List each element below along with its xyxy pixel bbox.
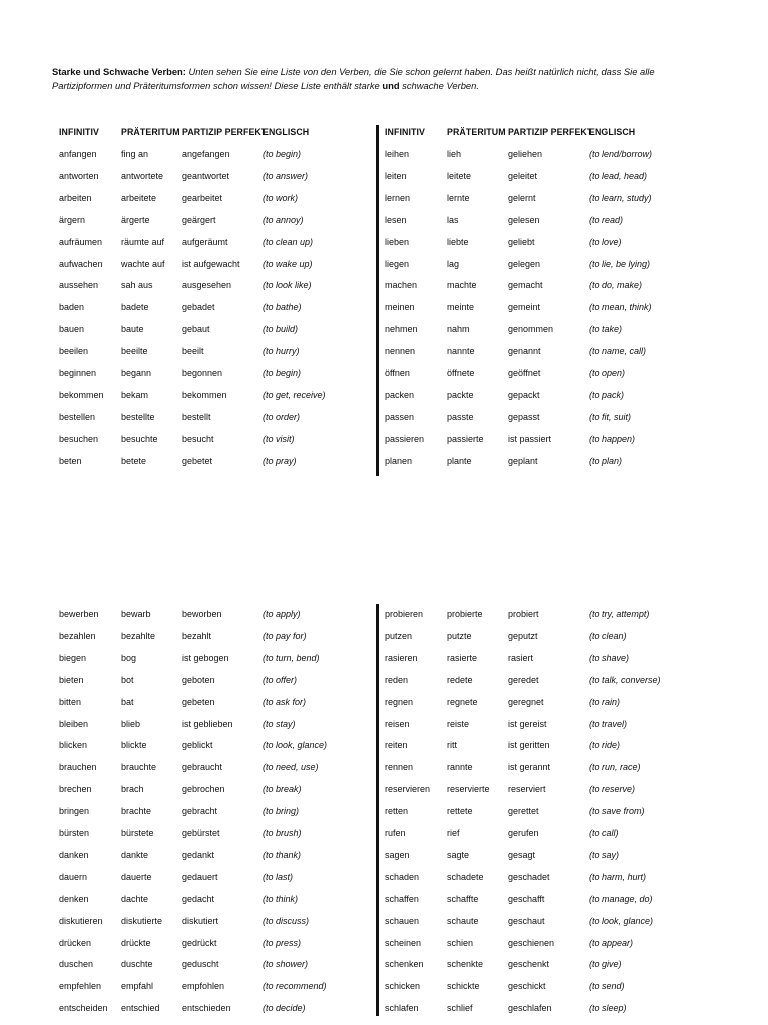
- cell-praeteritum: besuchte: [121, 433, 158, 444]
- cell-praeteritum: räumte auf: [121, 236, 165, 247]
- cell-partizip-perfekt: ist gereist: [508, 718, 547, 729]
- cell-praeteritum: regnete: [447, 696, 478, 707]
- cell-englisch: (to look like): [263, 280, 312, 291]
- cell-englisch: (to recommend): [263, 981, 327, 992]
- cell-partizip-perfekt: geblickt: [182, 740, 213, 751]
- cell-englisch: (to build): [263, 324, 299, 335]
- cell-englisch: (to open): [589, 368, 626, 378]
- cell-infinitiv: blicken: [59, 740, 88, 751]
- cell-partizip-perfekt: gebaut: [182, 324, 210, 335]
- cell-englisch: (to pray): [263, 455, 297, 466]
- cell-praeteritum: bewarb: [121, 609, 151, 619]
- cell-englisch: (to look, glance): [263, 740, 328, 751]
- cell-partizip-perfekt: bestellt: [182, 411, 211, 422]
- cell-englisch: (to clean): [589, 630, 627, 641]
- cell-englisch: (to save from): [589, 806, 645, 817]
- cell-partizip-perfekt: gerufen: [508, 828, 539, 838]
- cell-englisch: (to lie, be lying): [589, 258, 651, 269]
- cell-englisch: (to discuss): [263, 915, 310, 926]
- cell-praeteritum: schien: [447, 937, 474, 948]
- cell-partizip-perfekt: rasiert: [508, 652, 534, 663]
- cell-infinitiv: machen: [385, 280, 418, 291]
- cell-infinitiv: diskutieren: [59, 915, 103, 926]
- cell-partizip-perfekt: ist gerannt: [508, 762, 551, 773]
- cell-englisch: (to shower): [263, 959, 309, 970]
- cell-praeteritum: probierte: [447, 609, 483, 619]
- cell-praeteritum: arbeitete: [121, 192, 157, 203]
- cell-praeteritum: passte: [447, 411, 474, 422]
- cell-praeteritum: putzte: [447, 630, 472, 641]
- cell-praeteritum: bezahlte: [121, 630, 156, 641]
- cell-englisch: (to bring): [263, 806, 300, 817]
- header-infinitiv: INFINITIV: [59, 127, 99, 137]
- cell-englisch: (to harm, hurt): [589, 871, 647, 882]
- cell-praeteritum: sah aus: [121, 280, 153, 291]
- cell-praeteritum: brachte: [121, 806, 152, 817]
- cell-partizip-perfekt: geliehen: [508, 149, 543, 159]
- cell-partizip-perfekt: geredet: [508, 674, 539, 685]
- cell-englisch: (to begin): [263, 149, 302, 159]
- cell-englisch: (to send): [589, 981, 625, 992]
- header-englisch: ENGLISCH: [263, 127, 310, 137]
- cell-praeteritum: ärgerte: [121, 214, 150, 225]
- cell-infinitiv: danken: [59, 849, 89, 860]
- cell-partizip-perfekt: geärgert: [182, 214, 216, 225]
- cell-partizip-perfekt: gepackt: [508, 389, 540, 400]
- cell-infinitiv: liegen: [385, 258, 410, 269]
- cell-praeteritum: dachte: [121, 893, 149, 904]
- cell-englisch: (to look, glance): [589, 915, 654, 926]
- cell-englisch: (to offer): [263, 674, 298, 685]
- cell-partizip-perfekt: diskutiert: [182, 915, 219, 926]
- cell-infinitiv: bringen: [59, 806, 90, 817]
- cell-partizip-perfekt: besucht: [182, 433, 214, 444]
- cell-partizip-perfekt: gebetet: [182, 455, 213, 466]
- column-divider-top: [376, 125, 379, 476]
- cell-partizip-perfekt: gedauert: [182, 871, 218, 882]
- cell-partizip-perfekt: gedankt: [182, 849, 215, 860]
- cell-infinitiv: reiten: [385, 740, 408, 751]
- cell-infinitiv: beginnen: [59, 368, 97, 378]
- cell-infinitiv: schicken: [385, 981, 421, 992]
- cell-praeteritum: passierte: [447, 433, 484, 444]
- cell-praeteritum: liebte: [447, 236, 469, 247]
- cell-partizip-perfekt: geschienen: [508, 937, 555, 948]
- cell-praeteritum: schlief: [447, 1003, 473, 1014]
- cell-praeteritum: lernte: [447, 192, 470, 203]
- cell-englisch: (to learn, study): [589, 192, 652, 203]
- cell-infinitiv: reden: [385, 674, 409, 685]
- cell-praeteritum: bog: [121, 652, 137, 663]
- cell-englisch: (to give): [589, 959, 622, 970]
- cell-infinitiv: scheinen: [385, 937, 422, 948]
- cell-praeteritum: nannte: [447, 346, 475, 357]
- cell-praeteritum: plante: [447, 455, 472, 466]
- cell-englisch: (to get, receive): [263, 389, 326, 400]
- cell-partizip-perfekt: geputzt: [508, 630, 538, 641]
- cell-partizip-perfekt: gearbeitet: [182, 192, 223, 203]
- cell-praeteritum: schaute: [447, 915, 479, 926]
- cell-englisch: (to name, call): [589, 346, 647, 357]
- cell-praeteritum: blieb: [121, 718, 141, 729]
- cell-praeteritum: betete: [121, 455, 147, 466]
- cell-partizip-perfekt: geschafft: [508, 893, 545, 904]
- cell-praeteritum: bekam: [121, 389, 149, 400]
- cell-partizip-perfekt: begonnen: [182, 368, 223, 378]
- cell-englisch: (to apply): [263, 609, 301, 619]
- cell-partizip-perfekt: geöffnet: [508, 368, 541, 378]
- cell-englisch: (to take): [589, 324, 623, 335]
- cell-infinitiv: sagen: [385, 849, 410, 860]
- cell-infinitiv: lernen: [385, 192, 411, 203]
- cell-englisch: (to clean up): [263, 236, 314, 247]
- cell-englisch: (to travel): [589, 718, 628, 729]
- intro-title: Starke und Schwache Verben:: [52, 66, 186, 77]
- cell-partizip-perfekt: gerettet: [508, 806, 539, 817]
- cell-englisch: (to ask for): [263, 696, 307, 707]
- cell-praeteritum: blickte: [121, 740, 147, 751]
- cell-praeteritum: öffnete: [447, 368, 475, 378]
- cell-englisch: (to annoy): [263, 214, 304, 225]
- cell-infinitiv: aufräumen: [59, 236, 103, 247]
- header-partizip-perfekt: PARTIZIP PERFEKT: [182, 127, 267, 137]
- cell-englisch: (to reserve): [589, 784, 636, 795]
- cell-praeteritum: packte: [447, 389, 474, 400]
- cell-praeteritum: rasierte: [447, 652, 478, 663]
- cell-infinitiv: reisen: [385, 718, 410, 729]
- cell-praeteritum: rannte: [447, 762, 473, 773]
- cell-infinitiv: empfehlen: [59, 981, 102, 992]
- cell-infinitiv: ärgern: [59, 214, 86, 225]
- cell-infinitiv: leiten: [385, 170, 407, 181]
- cell-partizip-perfekt: genommen: [508, 324, 554, 335]
- header-praeteritum: PRÄTERITUM: [121, 127, 180, 137]
- cell-praeteritum: badete: [121, 302, 149, 313]
- cell-praeteritum: duschte: [121, 959, 153, 970]
- cell-englisch: (to wake up): [263, 258, 313, 269]
- cell-infinitiv: beten: [59, 455, 82, 466]
- cell-infinitiv: nennen: [385, 346, 416, 357]
- cell-partizip-perfekt: ist passiert: [508, 433, 552, 444]
- cell-englisch: (to pack): [589, 389, 625, 400]
- cell-partizip-perfekt: ist gebogen: [182, 652, 229, 663]
- cell-infinitiv: rasieren: [385, 652, 418, 663]
- cell-praeteritum: las: [447, 214, 459, 225]
- cell-praeteritum: begann: [121, 368, 152, 378]
- cell-praeteritum: machte: [447, 280, 477, 291]
- header-praeteritum: PRÄTERITUM: [447, 127, 506, 137]
- cell-englisch: (to call): [589, 828, 619, 838]
- cell-praeteritum: entschied: [121, 1003, 160, 1014]
- cell-partizip-perfekt: ist geritten: [508, 740, 550, 751]
- cell-englisch: (to mean, think): [589, 302, 652, 313]
- cell-praeteritum: schenkte: [447, 959, 484, 970]
- intro-text-2: schwache Verben.: [402, 80, 479, 91]
- cell-praeteritum: brach: [121, 784, 144, 795]
- cell-englisch: (to answer): [263, 170, 309, 181]
- cell-infinitiv: reservieren: [385, 784, 431, 795]
- cell-infinitiv: bieten: [59, 674, 84, 685]
- cell-partizip-perfekt: gelernt: [508, 192, 536, 203]
- cell-englisch: (to talk, converse): [589, 674, 661, 685]
- cell-infinitiv: bleiben: [59, 718, 89, 729]
- cell-englisch: (to fit, suit): [589, 411, 632, 422]
- cell-partizip-perfekt: geschadet: [508, 871, 550, 882]
- cell-partizip-perfekt: reserviert: [508, 784, 546, 795]
- cell-englisch: (to try, attempt): [589, 609, 650, 619]
- cell-partizip-perfekt: geboten: [182, 674, 215, 685]
- cell-infinitiv: regnen: [385, 696, 414, 707]
- cell-partizip-perfekt: gedrückt: [182, 937, 217, 948]
- cell-englisch: (to say): [589, 849, 620, 860]
- cell-englisch: (to decide): [263, 1003, 306, 1014]
- cell-infinitiv: planen: [385, 455, 413, 466]
- cell-partizip-perfekt: geduscht: [182, 959, 219, 970]
- cell-englisch: (to need, use): [263, 762, 319, 773]
- cell-partizip-perfekt: geschaut: [508, 915, 545, 926]
- cell-englisch: (to shave): [589, 652, 630, 663]
- cell-praeteritum: bat: [121, 696, 134, 707]
- cell-infinitiv: probieren: [385, 609, 424, 619]
- cell-praeteritum: beeilte: [121, 346, 148, 357]
- cell-infinitiv: drücken: [59, 937, 92, 948]
- cell-partizip-perfekt: probiert: [508, 609, 539, 619]
- cell-infinitiv: schenken: [385, 959, 424, 970]
- cell-partizip-perfekt: geantwortet: [182, 170, 230, 181]
- cell-englisch: (to bathe): [263, 302, 302, 313]
- cell-infinitiv: brauchen: [59, 762, 97, 773]
- header-infinitiv: INFINITIV: [385, 127, 425, 137]
- cell-praeteritum: ritt: [447, 740, 457, 751]
- cell-praeteritum: schadete: [447, 871, 484, 882]
- cell-infinitiv: denken: [59, 893, 89, 904]
- cell-praeteritum: schickte: [447, 981, 480, 992]
- cell-praeteritum: wachte auf: [121, 258, 165, 269]
- cell-partizip-perfekt: gebrochen: [182, 784, 225, 795]
- intro-und: und: [382, 80, 400, 91]
- cell-infinitiv: rufen: [385, 828, 406, 838]
- cell-englisch: (to turn, bend): [263, 652, 320, 663]
- cell-infinitiv: duschen: [59, 959, 94, 970]
- cell-praeteritum: rief: [447, 828, 460, 838]
- cell-partizip-perfekt: gebürstet: [182, 828, 220, 838]
- cell-praeteritum: diskutierte: [121, 915, 163, 926]
- cell-infinitiv: bürsten: [59, 828, 90, 838]
- cell-praeteritum: redete: [447, 674, 473, 685]
- cell-praeteritum: bot: [121, 674, 134, 685]
- cell-infinitiv: entscheiden: [59, 1003, 108, 1014]
- cell-englisch: (to order): [263, 411, 301, 422]
- cell-infinitiv: schaffen: [385, 893, 419, 904]
- cell-infinitiv: bauen: [59, 324, 85, 335]
- cell-infinitiv: aufwachen: [59, 258, 103, 269]
- cell-infinitiv: brechen: [59, 784, 92, 795]
- cell-partizip-perfekt: gebeten: [182, 696, 215, 707]
- cell-infinitiv: bewerben: [59, 609, 99, 619]
- header-partizip-perfekt: PARTIZIP PERFEKT: [508, 127, 593, 137]
- cell-partizip-perfekt: gebraucht: [182, 762, 223, 773]
- cell-infinitiv: aussehen: [59, 280, 99, 291]
- cell-partizip-perfekt: geregnet: [508, 696, 544, 707]
- cell-englisch: (to sleep): [589, 1003, 627, 1014]
- cell-infinitiv: rennen: [385, 762, 414, 773]
- cell-englisch: (to last): [263, 871, 294, 882]
- cell-infinitiv: schaden: [385, 871, 420, 882]
- cell-infinitiv: retten: [385, 806, 409, 817]
- cell-praeteritum: fing an: [121, 149, 149, 159]
- cell-englisch: (to break): [263, 784, 302, 795]
- cell-partizip-perfekt: geschlafen: [508, 1003, 552, 1014]
- cell-infinitiv: besuchen: [59, 433, 99, 444]
- cell-infinitiv: arbeiten: [59, 192, 92, 203]
- cell-infinitiv: biegen: [59, 652, 87, 663]
- cell-praeteritum: rettete: [447, 806, 473, 817]
- cell-partizip-perfekt: gesagt: [508, 849, 536, 860]
- cell-partizip-perfekt: gedacht: [182, 893, 215, 904]
- cell-praeteritum: bestellte: [121, 411, 155, 422]
- cell-infinitiv: antworten: [59, 170, 99, 181]
- cell-infinitiv: putzen: [385, 630, 413, 641]
- cell-praeteritum: drückte: [121, 937, 151, 948]
- cell-partizip-perfekt: geliebt: [508, 236, 535, 247]
- cell-englisch: (to run, race): [589, 762, 641, 773]
- cell-partizip-perfekt: empfohlen: [182, 981, 225, 992]
- cell-englisch: (to think): [263, 893, 299, 904]
- cell-englisch: (to brush): [263, 828, 302, 838]
- cell-praeteritum: lag: [447, 258, 460, 269]
- cell-partizip-perfekt: bezahlt: [182, 630, 212, 641]
- cell-infinitiv: anfangen: [59, 149, 97, 159]
- cell-praeteritum: nahm: [447, 324, 470, 335]
- cell-praeteritum: sagte: [447, 849, 470, 860]
- cell-englisch: (to hurry): [263, 346, 300, 357]
- cell-infinitiv: baden: [59, 302, 85, 313]
- cell-partizip-perfekt: geplant: [508, 455, 538, 466]
- cell-englisch: (to begin): [263, 368, 302, 378]
- cell-partizip-perfekt: gelegen: [508, 258, 541, 269]
- cell-infinitiv: lesen: [385, 214, 407, 225]
- cell-englisch: (to manage, do): [589, 893, 653, 904]
- cell-partizip-perfekt: angefangen: [182, 149, 230, 159]
- cell-praeteritum: schaffte: [447, 893, 479, 904]
- cell-partizip-perfekt: gebracht: [182, 806, 218, 817]
- cell-partizip-perfekt: beeilt: [182, 346, 204, 357]
- cell-partizip-perfekt: bekommen: [182, 389, 227, 400]
- cell-partizip-perfekt: geleitet: [508, 170, 538, 181]
- cell-partizip-perfekt: gemeint: [508, 302, 541, 313]
- cell-praeteritum: brauchte: [121, 762, 157, 773]
- cell-praeteritum: dauerte: [121, 871, 152, 882]
- cell-infinitiv: lieben: [385, 236, 410, 247]
- column-divider-bottom: [376, 604, 379, 1016]
- cell-infinitiv: beeilen: [59, 346, 89, 357]
- cell-infinitiv: leihen: [385, 149, 410, 159]
- cell-infinitiv: passieren: [385, 433, 425, 444]
- cell-praeteritum: dankte: [121, 849, 149, 860]
- cell-praeteritum: reiste: [447, 718, 470, 729]
- cell-partizip-perfekt: gebadet: [182, 302, 215, 313]
- cell-englisch: (to pay for): [263, 630, 307, 641]
- cell-praeteritum: baute: [121, 324, 144, 335]
- cell-infinitiv: schlafen: [385, 1003, 419, 1014]
- cell-englisch: (to read): [589, 214, 624, 225]
- cell-englisch: (to work): [263, 192, 299, 203]
- cell-infinitiv: passen: [385, 411, 415, 422]
- cell-englisch: (to thank): [263, 849, 302, 860]
- cell-partizip-perfekt: ist aufgewacht: [182, 258, 240, 269]
- cell-englisch: (to love): [589, 236, 622, 247]
- cell-englisch: (to ride): [589, 740, 621, 751]
- cell-englisch: (to rain): [589, 696, 621, 707]
- cell-praeteritum: lieh: [447, 149, 462, 159]
- cell-infinitiv: bitten: [59, 696, 82, 707]
- cell-infinitiv: packen: [385, 389, 415, 400]
- cell-partizip-perfekt: geschickt: [508, 981, 546, 992]
- cell-englisch: (to lead, head): [589, 170, 648, 181]
- cell-infinitiv: bekommen: [59, 389, 104, 400]
- cell-partizip-perfekt: gepasst: [508, 411, 540, 422]
- cell-partizip-perfekt: geschenkt: [508, 959, 550, 970]
- cell-praeteritum: leitete: [447, 170, 472, 181]
- cell-partizip-perfekt: gemacht: [508, 280, 543, 291]
- cell-partizip-perfekt: beworben: [182, 609, 222, 619]
- cell-englisch: (to press): [263, 937, 302, 948]
- cell-englisch: (to lend/borrow): [589, 149, 653, 159]
- cell-englisch: (to visit): [263, 433, 295, 444]
- cell-partizip-perfekt: ist geblieben: [182, 718, 233, 729]
- intro-paragraph: [52, 65, 712, 93]
- intro-text-1: Unten sehen Sie eine Liste von den Verben, die Sie schon gelernt haben. Das heißt natürlich nicht, dass Sie alle Partizipformen und Präteritumsformen schon wissen! Diese Liste enthält starke: [52, 66, 655, 91]
- cell-englisch: (to happen): [589, 433, 636, 444]
- cell-praeteritum: reservierte: [447, 784, 490, 795]
- cell-infinitiv: bestellen: [59, 411, 96, 422]
- cell-partizip-perfekt: genannt: [508, 346, 541, 357]
- cell-praeteritum: meinte: [447, 302, 475, 313]
- cell-infinitiv: dauern: [59, 871, 88, 882]
- cell-praeteritum: empfahl: [121, 981, 154, 992]
- cell-partizip-perfekt: ausgesehen: [182, 280, 232, 291]
- cell-infinitiv: schauen: [385, 915, 420, 926]
- cell-praeteritum: bürstete: [121, 828, 154, 838]
- cell-infinitiv: meinen: [385, 302, 415, 313]
- cell-infinitiv: öffnen: [385, 368, 410, 378]
- cell-englisch: (to do, make): [589, 280, 643, 291]
- cell-englisch: (to stay): [263, 718, 296, 729]
- cell-partizip-perfekt: gelesen: [508, 214, 540, 225]
- cell-infinitiv: nehmen: [385, 324, 418, 335]
- header-englisch: ENGLISCH: [589, 127, 636, 137]
- cell-praeteritum: antwortete: [121, 170, 164, 181]
- cell-englisch: (to plan): [589, 455, 623, 466]
- cell-partizip-perfekt: entschieden: [182, 1003, 231, 1014]
- cell-englisch: (to appear): [589, 937, 634, 948]
- cell-partizip-perfekt: aufgeräumt: [182, 236, 228, 247]
- cell-infinitiv: bezahlen: [59, 630, 96, 641]
